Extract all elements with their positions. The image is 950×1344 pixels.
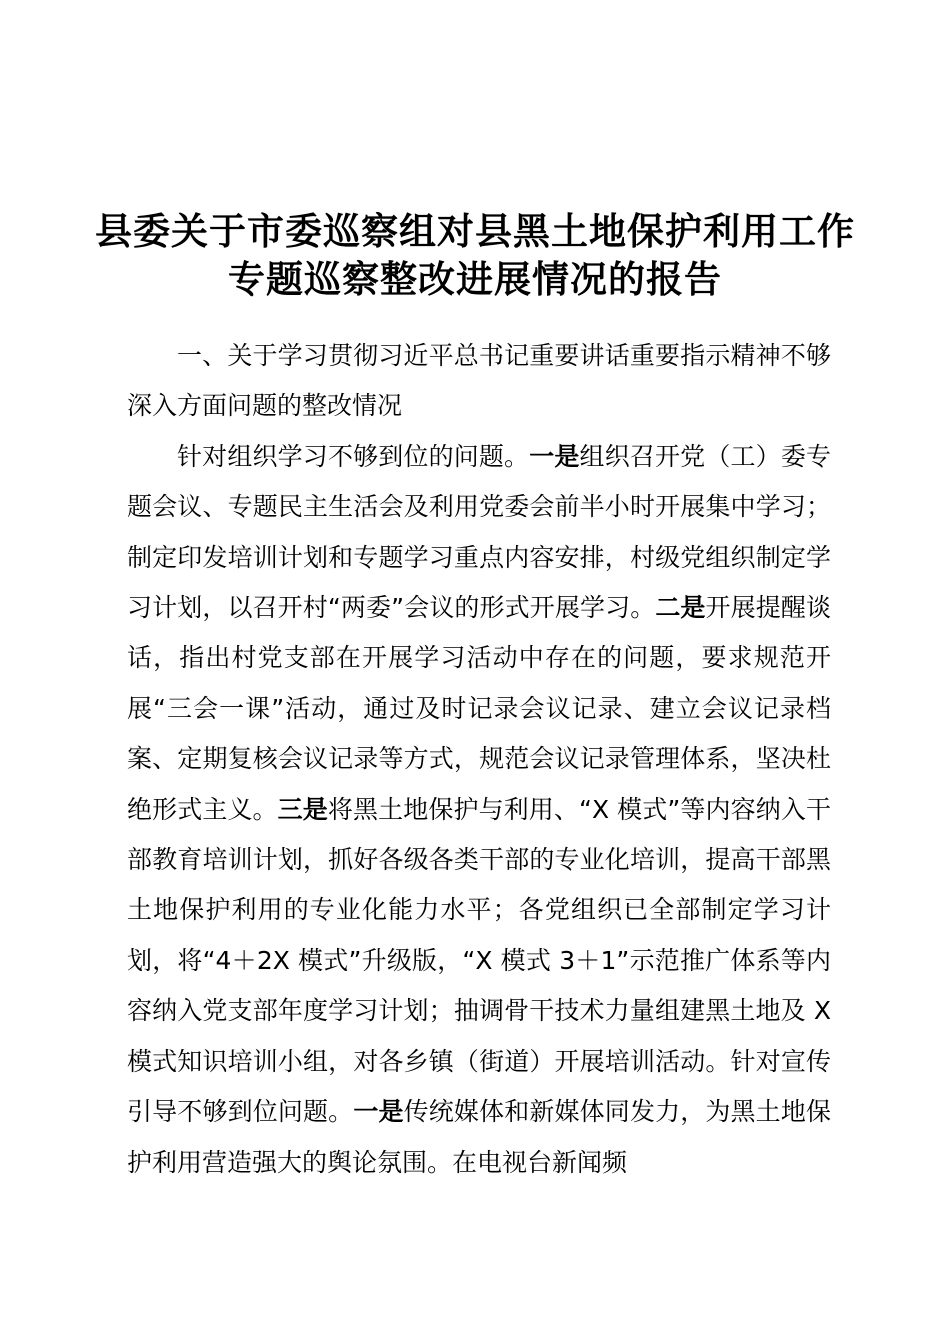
emphasis-marker: 三是 <box>277 794 328 824</box>
paragraph-text: 组织召开党（工）委专题会议、专题民主生活会及利用党委会前半小时开展集中学习；制定印发培训计划和专题学习重点内容安排，村级党组织制定学习计划，以召开村“两委”会议的形式开展学习。 <box>127 441 831 623</box>
paragraph-text: 开展提醒谈话，指出村党支部在开展学习活动中存在的问题，要求规范开展“三会一课”活动，通过及时记录会议记录、建立会议记录档案、定期复核会议记录等方式，规范会议记录管理体系，坚决杜绝形式主义。 <box>127 593 831 824</box>
section-heading: 一、关于学习贯彻习近平总书记重要讲话重要指示精神不够深入方面问题的整改情况 <box>127 341 831 421</box>
document-body <box>127 331 831 1188</box>
emphasis-marker: 一是 <box>353 1097 404 1127</box>
emphasis-marker: 一是 <box>529 441 580 471</box>
body-paragraph <box>127 432 831 1188</box>
document-title-line-2: 专题巡察整改进展情况的报告 <box>228 258 722 301</box>
document-title-line-1: 县委关于市委巡察组对县黑土地保护利用工作 <box>95 210 855 253</box>
emphasis-marker: 二是 <box>655 593 706 623</box>
paragraph-text: 针对组织学习不够到位的问题。 <box>177 441 530 471</box>
paragraph-text: 将黑土地保护与利用、“X 模式”等内容纳入干部教育培训计划，抓好各级各类干部的专业化培训，提高干部黑土地保护利用的专业化能力水平；各党组织已全部制定学习计划，将“4＋2X 模式”升级版，“X 模式 3＋1”示范推广体系等内容纳入党支部年度学习计划；抽调骨干技术力量组建黑土地及 X 模式知识培训小组，对各乡镇（街道）开展培训活动。针对宣传引导不够到位问题。 <box>127 794 831 1127</box>
paragraph-text: 传统媒体和新媒体同发力，为黑土地保护利用营造强大的舆论氛围。在电视台新闻频 <box>127 1097 831 1177</box>
